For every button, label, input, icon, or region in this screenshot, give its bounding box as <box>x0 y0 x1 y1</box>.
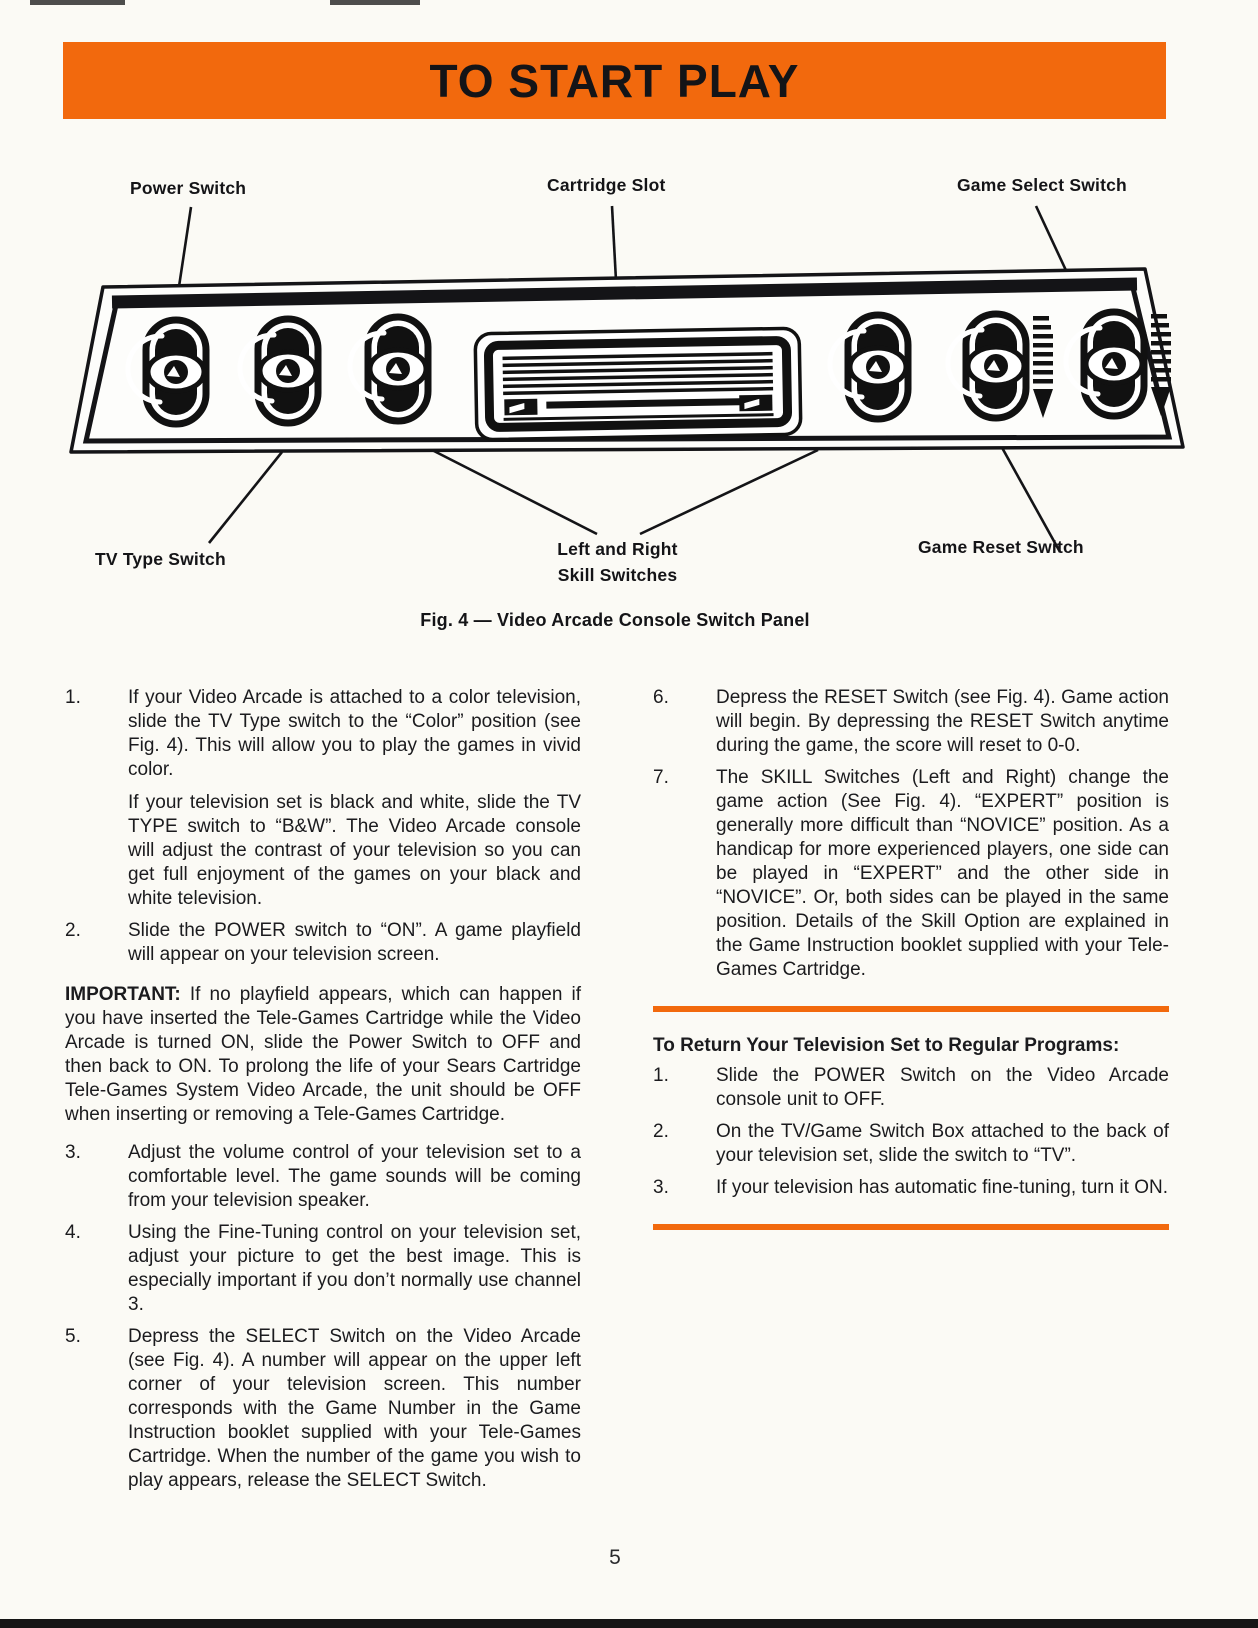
list-item-text: Depress the RESET Switch (see Fig. 4). Game action will begin. By depressing the RESET Switch anytime during the game, the score will reset to 0-0. <box>716 687 1169 756</box>
list-item <box>65 919 581 967</box>
list-item-text: If your television has automatic fine-tuning, turn it ON. <box>716 1177 1168 1198</box>
cartridge-slot <box>475 328 801 440</box>
list-item-number: 2. <box>653 1121 669 1142</box>
section-divider <box>653 1224 1169 1230</box>
label-game-reset-switch: Game Reset Switch <box>918 537 1084 557</box>
left-column <box>65 686 581 1501</box>
leader-line <box>640 450 818 534</box>
list-item-number: 2. <box>65 920 81 941</box>
important-text: If no playfield appears, which can happen if you have inserted the Tele-Games Cartridge while the Video Arcade is turned ON, slide the Power Switch to OFF and then back to ON. To prolong the life of your Sears Cartridge Tele-Games System Video Arcade, the unit should be OFF when inserting or removing a Tele-Games Cartridge. <box>65 984 581 1125</box>
page-number: 5 <box>609 1546 621 1569</box>
list-item-number: 4. <box>65 1222 81 1243</box>
list-item <box>653 766 1169 982</box>
section-divider <box>653 1006 1169 1012</box>
leader-line <box>1000 444 1060 552</box>
list-item-number: 5. <box>65 1326 81 1347</box>
list-item-text: On the TV/Game Switch Box attached to the back of your television set, slide the switch to “TV”. <box>716 1121 1169 1166</box>
list-item-number: 1. <box>653 1065 669 1086</box>
list-item-text: Slide the POWER Switch on the Video Arcade console unit to OFF. <box>716 1065 1169 1110</box>
leader-line <box>432 450 597 534</box>
list-item-text: Slide the POWER switch to “ON”. A game playfield will appear on your television screen. <box>128 920 581 965</box>
important-note <box>65 983 581 1127</box>
label-tv-type-switch: TV Type Switch <box>95 549 226 569</box>
steps-1-2 <box>65 686 581 967</box>
list-item <box>65 1325 581 1493</box>
list-item <box>653 1176 1169 1200</box>
list-item-text: Adjust the volume control of your television set to a comfortable level. The game sounds will be coming from your television speaker. <box>128 1142 581 1211</box>
list-item <box>65 686 581 911</box>
leader-line <box>209 452 282 543</box>
right-column <box>653 686 1169 1230</box>
label-game-select-switch: Game Select Switch <box>957 175 1127 195</box>
scan-artifact <box>330 0 420 5</box>
list-item <box>65 1221 581 1317</box>
page-title: TO START PLAY <box>429 54 800 107</box>
steps-6-7 <box>653 686 1169 982</box>
list-item-number: 6. <box>653 687 669 708</box>
label-cartridge-slot: Cartridge Slot <box>547 175 666 195</box>
list-item-text: The SKILL Switches (Left and Right) change the game action (See Fig. 4). “EXPERT” position is generally more difficult than “NOVICE” position. As a handicap for more experienced players, one side can be played in “EXPERT” and the other side in “NOVICE”. Or, both sides can be played in the same position. Details of the Skill Option are explained in the Game Instruction booklet supplied with your Tele-Games Cartridge. <box>716 767 1169 980</box>
list-item-text: If your Video Arcade is attached to a color television, slide the TV Type switch to the “Color” position (see Fig. 4). This will allow you to play the games in vivid color. If your television set is black and white, slide the TV TYPE switch to “B&W”. The Video Arcade console will adjust the contrast of your television so you can get full enjoyment of the games on your black and white television. <box>128 687 581 909</box>
steps-3-5 <box>65 1141 581 1493</box>
list-item-text: Depress the SELECT Switch on the Video Arcade (see Fig. 4). A number will appear on the upper left corner of your television screen. This number corresponds with the Game Number in the Game Instruction booklet supplied with your Tele-Games Cartridge. When the number of the game you wish to play appears, release the SELECT Switch. <box>128 1326 581 1491</box>
label-skill-switches: Left and Right Skill Switches <box>557 539 678 585</box>
list-item <box>653 686 1169 758</box>
list-item <box>653 1120 1169 1168</box>
list-item-text: Using the Fine-Tuning control on your television set, adjust your picture to get the best image. This is especially important if you don’t normally use channel 3. <box>128 1222 581 1315</box>
list-item <box>65 1141 581 1213</box>
list-item-number: 7. <box>653 767 669 788</box>
list-item <box>653 1064 1169 1112</box>
scan-artifact <box>30 0 125 5</box>
important-label: IMPORTANT: <box>65 984 181 1005</box>
figure-caption: Fig. 4 — Video Arcade Console Switch Panel <box>420 610 810 630</box>
list-item-number: 3. <box>653 1177 669 1198</box>
return-steps <box>653 1064 1169 1200</box>
section-title-bar <box>63 42 1166 119</box>
list-item-number: 3. <box>65 1142 81 1163</box>
return-section-heading: To Return Your Television Set to Regular Programs: <box>653 1035 1120 1056</box>
label-power-switch: Power Switch <box>130 178 247 198</box>
scan-edge-bar <box>0 1619 1258 1628</box>
list-item-number: 1. <box>65 687 81 708</box>
